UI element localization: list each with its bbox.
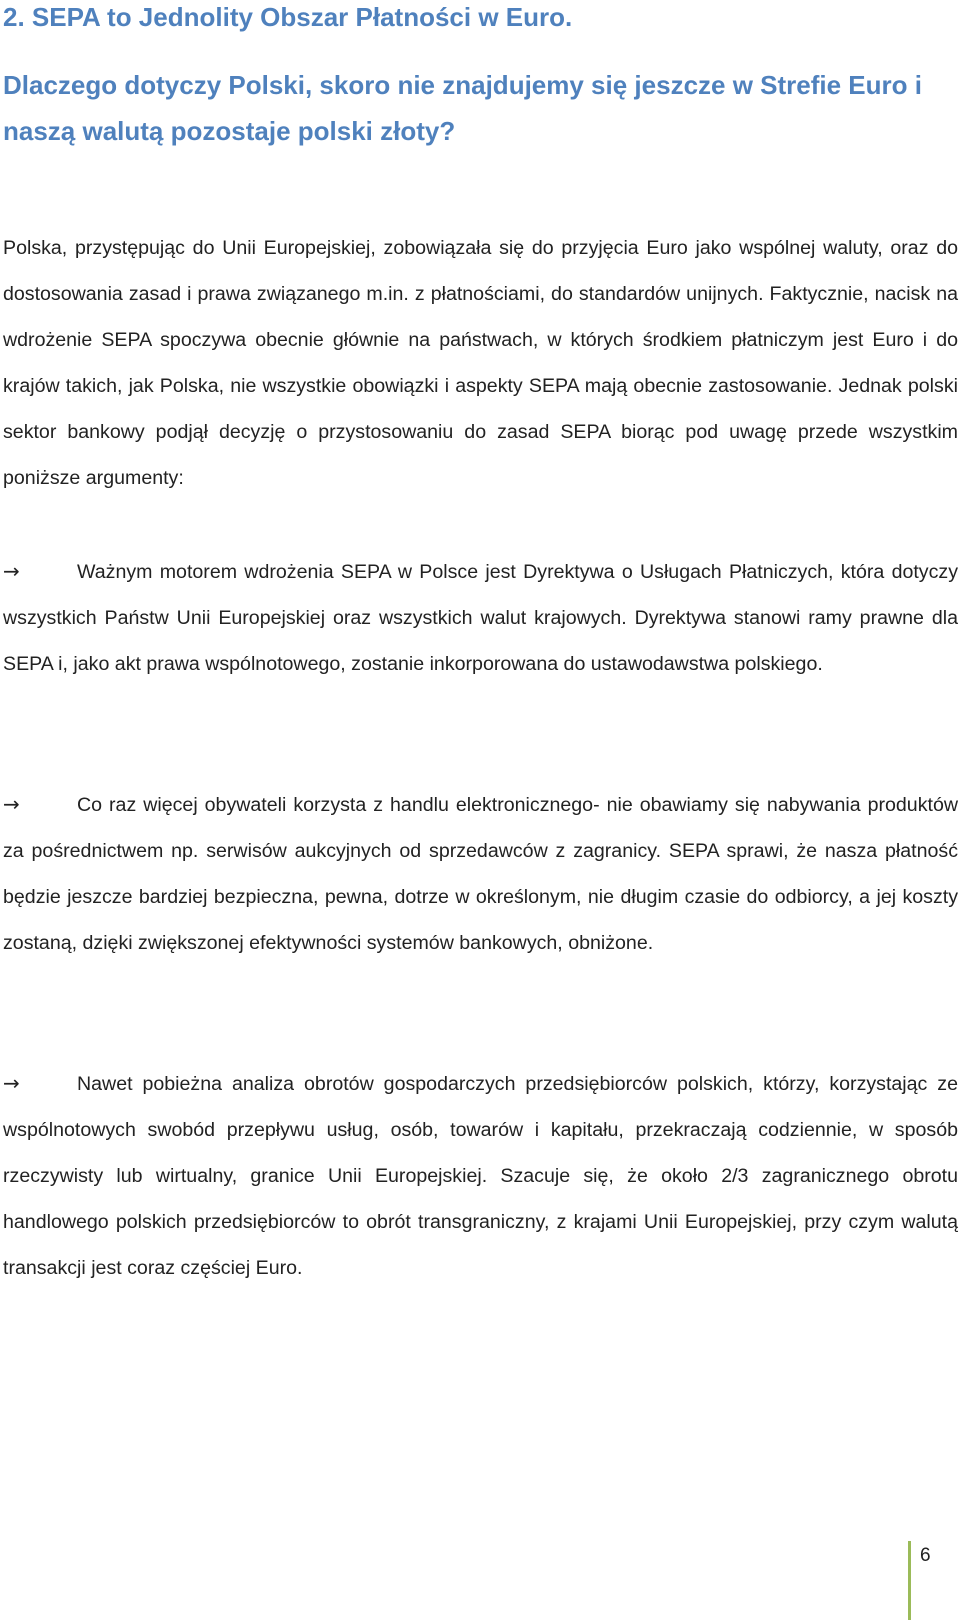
bullet-text: Ważnym motorem wdrożenia SEPA w Polsce jest Dyrektywa o Usługach Płatniczych, która dotyczy wszystkich Państw Unii Europejskiej oraz wszystkich walut krajowych. Dyrektywa stanowi ramy prawne dla SEPA i, jako akt prawa wspólnotowego, zostanie inkorporowana do ustawodawstwa polskiego. <box>3 561 958 675</box>
bullet-item <box>3 781 958 966</box>
bullet-item <box>3 548 958 687</box>
bullet-text: Nawet pobieżna analiza obrotów gospodarczych przedsiębiorców polskich, którzy, korzystając ze wspólnotowych swobód przepływu usług, osób, towarów i kapitału, przekraczają codziennie, w sposób rzeczywisty lub wirtualny, granice Unii Europejskiej. Szacuje się, że około 2/3 zagranicznego obrotu handlowego polskich przedsiębiorców to obrót transgraniczny, z krajami Unii Europejskiej, przy czym walutą transakcji jest coraz częściej Euro. <box>3 1073 958 1279</box>
page-number-divider <box>908 1541 911 1620</box>
section-question-heading: Dlaczego dotyczy Polski, skoro nie znajdujemy się jeszcze w Strefie Euro i naszą walutą pozostaje polski złoty? <box>3 70 922 146</box>
bullet-text: Co raz więcej obywateli korzysta z handlu elektronicznego- nie obawiamy się nabywania produktów za pośrednictwem np. serwisów aukcyjnych od sprzedawców z zagranicy. SEPA sprawi, że nasza płatność będzie jeszcze bardziej bezpieczna, pewna, dotrze w określonym, nie długim czasie do odbiorcy, a jej koszty zostaną, dzięki zwiększonej efektywności systemów bankowych, obniżone. <box>3 794 958 954</box>
section-heading: 2. SEPA to Jednolity Obszar Płatności w Euro. <box>3 2 573 32</box>
arrow-right-icon: → <box>3 1071 20 1095</box>
bullet-item <box>3 1060 958 1291</box>
arrow-right-icon: → <box>3 559 20 583</box>
arrow-right-icon: → <box>3 792 20 816</box>
intro-paragraph: Polska, przystępując do Unii Europejskiej, zobowiązała się do przyjęcia Euro jako wspólnej waluty, oraz do dostosowania zasad i prawa związanego m.in. z płatnościami, do standardów unijnych. Faktycznie, nacisk na wdrożenie SEPA spoczywa obecnie głównie na państwach, w których środkiem płatniczym jest Euro i do krajów takich, jak Polska, nie wszystkie obowiązki i aspekty SEPA mają obecnie zastosowanie. Jednak polski sektor bankowy podjął decyzję o przystosowaniu do zasad SEPA biorąc pod uwagę przede wszystkim poniższe argumenty: <box>3 237 958 489</box>
page-number: 6 <box>920 1545 931 1566</box>
